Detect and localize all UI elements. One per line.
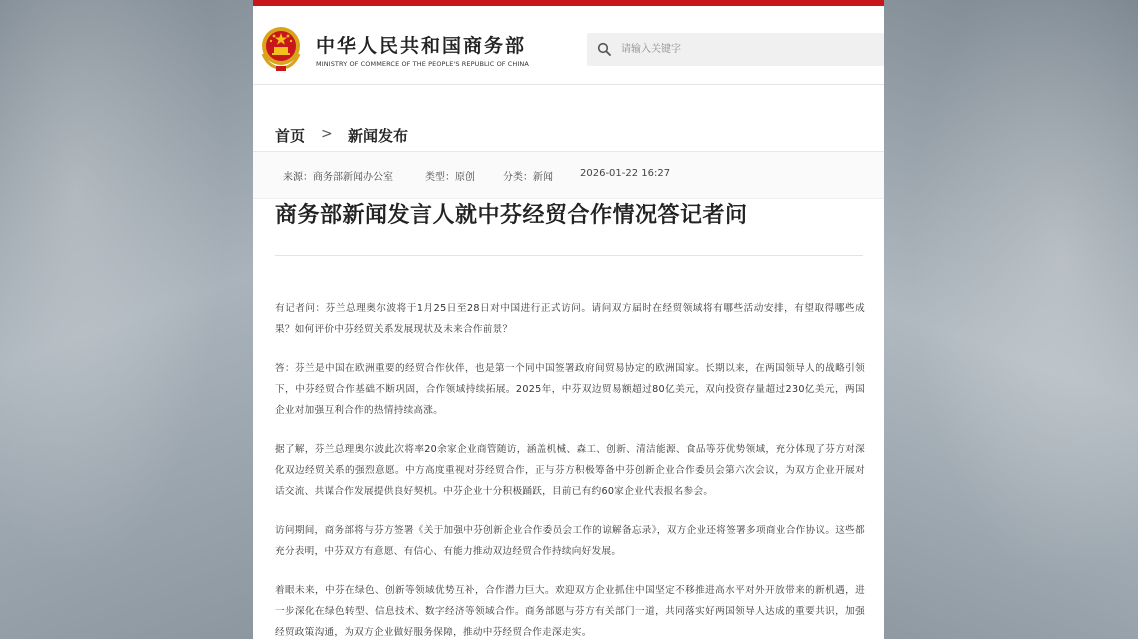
site-header [253, 6, 884, 85]
meta-type: 类型：原创 [425, 172, 475, 183]
title-divider [275, 255, 863, 256]
article-paragraph: 访问期间，商务部将与芬方签署《关于加强中芬创新企业合作委员会工作的谅解备忘录》，双方企业还将签署多项商业合作协议。这些都充分表明，中芬双方有意愿、有信心、有能力推动双边经贸合作持续向好发展。 [275, 525, 865, 557]
meta-datetime: 2026-01-22 16:27 [580, 168, 671, 179]
breadcrumb-news-link[interactable]: 新闻发布 [348, 127, 409, 145]
article-paragraph: 有记者问：芬兰总理奥尔波将于1月25日至28日对中国进行正式访问。请问双方届时在经贸领域将有哪些活动安排，有望取得哪些成果？如何评价中芬经贸关系发展现状及未来合作前景？ [275, 303, 865, 335]
background-right [884, 0, 1138, 639]
search-icon[interactable] [597, 42, 611, 56]
meta-source: 来源：商务部新闻办公室 [283, 172, 393, 183]
article-paragraph: 答：芬兰是中国在欧洲重要的经贸合作伙伴，也是第一个同中国签署政府间贸易协定的欧洲国家。长期以来，在两国领导人的战略引领下，中芬经贸合作基础不断巩固，合作领域持续拓展。2025年，中芬双边贸易额超过80亿美元，双向投资存量超过230亿美元，两国企业对加强互利合作的热情持续高涨。 [275, 363, 865, 416]
breadcrumb-home-link[interactable]: 首页 [275, 127, 306, 145]
background-left [0, 0, 253, 639]
meta-category: 分类：新闻 [503, 172, 553, 183]
site-name-english: MINISTRY OF COMMERCE OF THE PEOPLE'S REPUBLIC OF CHINA [316, 60, 529, 68]
article-paragraph: 着眼未来，中芬在绿色、创新等领域优势互补，合作潜力巨大。欢迎双方企业抓住中国坚定不移推进高水平对外开放带来的新机遇，进一步深化在绿色转型、信息技术、数字经济等领域合作。商务部愿与芬方有关部门一道，共同落实好两国领导人达成的重要共识，加强经贸政策沟通，为双方企业做好服务保障，推动中芬经贸合作走深走实。 [275, 585, 865, 638]
article-title: 商务部新闻发言人就中芬经贸合作情况答记者问 [275, 203, 748, 228]
article-meta [253, 152, 884, 199]
search-box[interactable] [587, 33, 884, 66]
webpage [253, 0, 884, 639]
article-paragraph: 据了解，芬兰总理奥尔波此次将率20余家企业商管随访，涵盖机械、森工、创新、清洁能源、食品等芬优势领域，充分体现了芬方对深化双边经贸关系的强烈意愿。中方高度重视对芬经贸合作，正与芬方积极筹备中芬创新企业合作委员会第六次会议，为双方企业开展对话交流、共谋合作发展提供良好契机。中芬企业十分积极踊跃，目前已有约60家企业代表报名参会。 [275, 444, 865, 497]
breadcrumb [253, 105, 884, 152]
chevron-right-icon: > [321, 126, 333, 142]
article-body [275, 298, 865, 639]
site-name[interactable]: 中华人民共和国商务部 [316, 35, 527, 57]
national-emblem-icon[interactable] [259, 24, 303, 72]
search-input[interactable] [621, 33, 871, 66]
